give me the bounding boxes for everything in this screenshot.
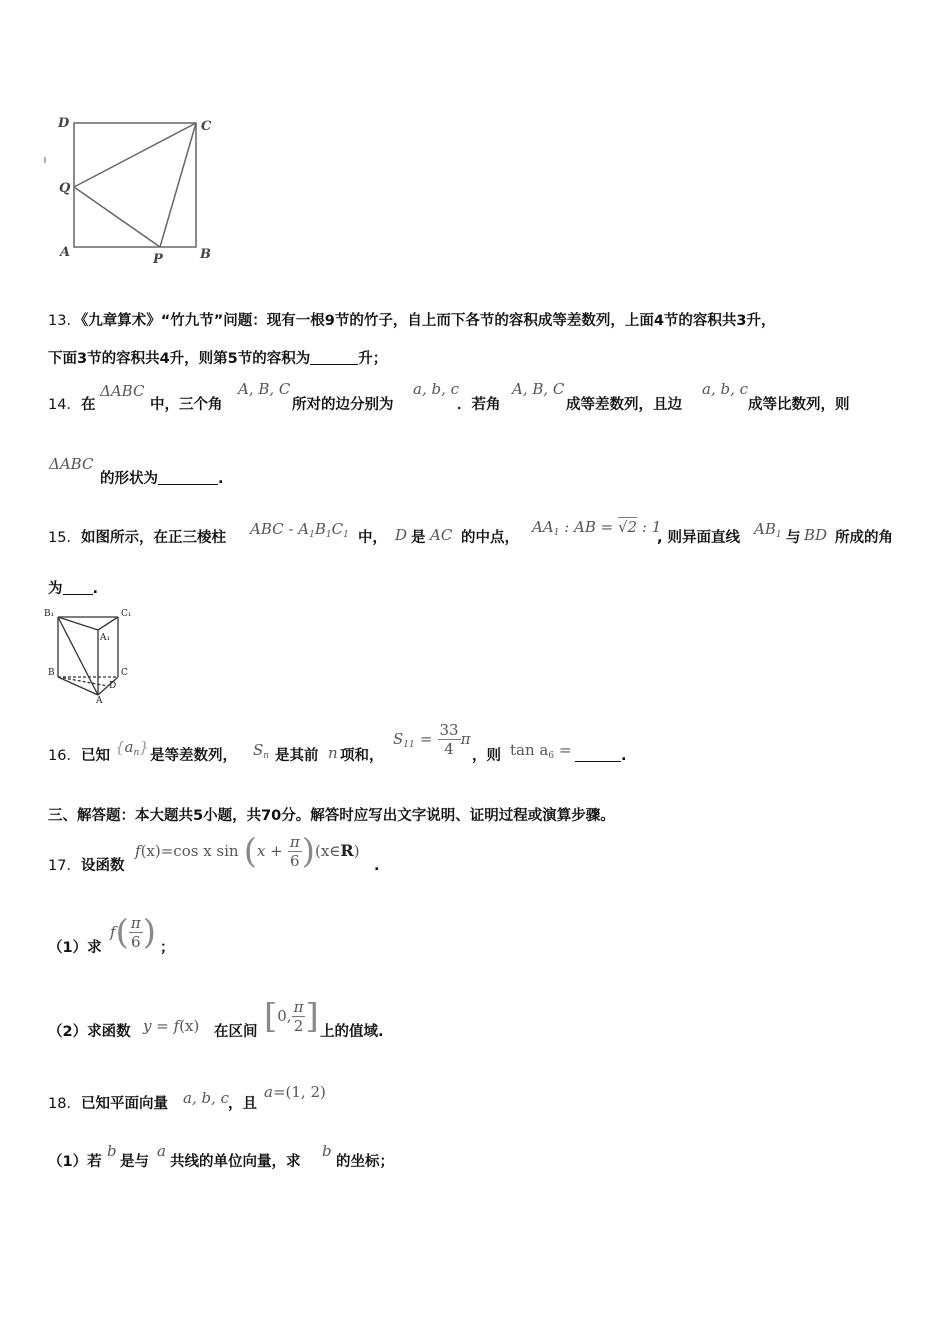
- q15-t3: 是: [411, 530, 426, 546]
- q15-answer-blank: [63, 580, 93, 595]
- q14-answer-blank: [158, 470, 218, 485]
- q14-t1: 在: [80, 397, 96, 413]
- q17-t2: .: [374, 858, 380, 874]
- label-C: C: [121, 668, 128, 678]
- q16-pi: π: [460, 730, 471, 748]
- q13-answer-blank: [310, 350, 358, 365]
- q14-line1: [48, 395, 95, 415]
- q17-number: 17．: [48, 858, 81, 874]
- prism-figure: [40, 604, 140, 704]
- q17-part1-label: （1）求: [48, 940, 102, 956]
- segment-QP: [74, 187, 160, 247]
- q15-sub-a: 1: [309, 530, 315, 540]
- q15-t2: 中，: [358, 530, 387, 546]
- q14-t5: 成等差数列，且边: [566, 397, 682, 413]
- q16-tan-sub: 6: [548, 751, 555, 761]
- q17-fraction: [288, 833, 302, 870]
- q14-t4: ．若角: [457, 397, 501, 413]
- q15-prism-c: C: [331, 520, 344, 538]
- section-3-heading: 三、解答题：本大题共5小题，共70分。解答时应写出文字说明、证明过程或演算步骤。: [48, 808, 615, 824]
- q15-line2: [48, 579, 98, 599]
- q15-prism-b: B: [314, 520, 326, 538]
- q13-text3: 升；: [358, 351, 388, 367]
- label-C1: C₁: [121, 609, 132, 619]
- q16-math-seq: [115, 738, 149, 758]
- q17-part2-interval: [264, 998, 319, 1035]
- label-A1: A₁: [100, 633, 111, 643]
- q15-sqrt-val: 2: [627, 518, 638, 536]
- q14-math-sides2: a, b, c: [702, 380, 749, 398]
- q15-t1: 如图所示，在正三棱柱: [80, 530, 226, 546]
- q13-text: 《九章算术》“竹九节”问题：现有一根9节的竹子，自上而下各节的容积成等差数列，上面4节的容积共3升，: [80, 313, 776, 329]
- label-D: D: [58, 116, 70, 131]
- q15-t9: .: [92, 581, 99, 597]
- q18-p1-a: a: [157, 1142, 166, 1160]
- q17-p1-paren-r: ): [142, 912, 156, 953]
- q15-math-D: D: [395, 526, 408, 544]
- square-figure: [40, 108, 230, 268]
- q17-p2-bracket-l: [: [264, 996, 278, 1037]
- q16-math-Sn: [253, 741, 269, 761]
- q15-math-ratio: [532, 518, 661, 538]
- q17-p1-f: f: [110, 923, 116, 941]
- q17-p1-den: 6: [130, 933, 141, 951]
- q17-part2-text: 在区间: [214, 1024, 258, 1040]
- q15-ratio-aa: AA: [532, 518, 554, 536]
- q13-number: 13．: [48, 313, 81, 329]
- q14-math-sides: a, b, c: [413, 380, 460, 398]
- q16-answer-blank: [575, 747, 621, 762]
- q16-number: 16．: [48, 748, 81, 764]
- q15-line1a: [48, 528, 226, 548]
- q17-part1-end: ；: [160, 940, 175, 956]
- q14-t7: 的形状为: [100, 471, 158, 487]
- q16-t1: 已知: [80, 748, 110, 764]
- q17-frac-den: 6: [290, 852, 300, 870]
- label-B: B: [48, 668, 55, 678]
- q17-line: [48, 856, 124, 876]
- q18-line: [48, 1094, 168, 1114]
- q15-t5: , 则异面直线: [657, 530, 741, 546]
- q17-p1-paren-l: (: [115, 912, 129, 953]
- q16-S: S: [253, 741, 264, 759]
- q13-line2: [48, 349, 387, 369]
- label-P: P: [153, 252, 163, 267]
- q18-a: a: [264, 1083, 273, 1101]
- q14-t3: 所对的边分别为: [292, 397, 394, 413]
- q17-p2-den: 2: [293, 1017, 304, 1035]
- q17-p1-fraction: [129, 914, 143, 951]
- q14-line2: [100, 469, 224, 489]
- q16-a-sub: n: [133, 748, 140, 758]
- q16-math-n: n: [328, 744, 338, 762]
- q15-math-AC: AC: [430, 526, 453, 544]
- segment-QC: [74, 123, 196, 187]
- q15-t4: 的中点，: [461, 530, 519, 546]
- q16-eq: =: [419, 730, 433, 748]
- q17-part2-label: （2）求函数: [48, 1024, 131, 1040]
- q17-part2-func: [143, 1016, 199, 1035]
- label-A: A: [96, 696, 103, 704]
- q18-part1-label: （1）若: [48, 1154, 102, 1170]
- label-B1: B₁: [44, 609, 55, 619]
- q15-ratio-ab: : AB =: [564, 518, 614, 536]
- q17-part2-end: 上的值域.: [320, 1024, 384, 1040]
- q18-t1: 已知平面向量: [80, 1096, 168, 1112]
- segment-BD-hidden: [58, 677, 108, 686]
- q14-math-triangle: ΔABC: [100, 382, 145, 400]
- q15-prism-abc: ABC -: [250, 520, 294, 538]
- q16-frac-den: 4: [444, 740, 454, 758]
- q13-text2: 下面3节的容积共4升，则第5节的容积为: [48, 351, 311, 367]
- q16-t6: .: [621, 748, 627, 764]
- q16-frac-num: 33: [439, 721, 459, 739]
- q15-prism-a: A: [298, 520, 310, 538]
- q16-S-sub: n: [263, 751, 270, 761]
- label-A: A: [60, 245, 71, 260]
- q15-ratio-1: : 1: [641, 518, 662, 536]
- q17-dom: (x∈: [314, 842, 341, 860]
- q15-t6: 与: [786, 530, 801, 546]
- q14-t6: 成等比数列，则: [748, 397, 850, 413]
- label-Q: Q: [59, 181, 71, 196]
- segment-PC: [160, 123, 196, 247]
- q17-frac-num: π: [289, 833, 300, 851]
- q17-paren-l: (: [243, 831, 257, 872]
- q17-xp: x +: [256, 842, 283, 860]
- q17-p2-bracket-r: ]: [305, 996, 319, 1037]
- q14-number: 14．: [48, 397, 81, 413]
- q16-math-tan: [510, 741, 571, 761]
- label-D: D: [109, 681, 117, 691]
- q15-ab1-text: AB: [754, 520, 776, 538]
- q15-number: 15．: [48, 530, 81, 546]
- q17-math-function: [135, 833, 360, 870]
- diag-top: [98, 617, 118, 630]
- q18-math-a: [264, 1082, 326, 1101]
- q15-sub-b: 1: [325, 530, 332, 540]
- q18-p1-b2: b: [322, 1142, 332, 1160]
- q18-math-abc: a, b, c: [183, 1089, 230, 1107]
- q14-math-angles: A, B, C: [238, 380, 291, 398]
- q17-p1-num: π: [130, 914, 141, 932]
- q15-t8: 为: [48, 581, 63, 597]
- q17-p2-zero: 0,: [277, 1007, 292, 1025]
- q15-t7: 所成的角: [835, 530, 893, 546]
- q17-part1-math: [110, 914, 156, 951]
- q17-p2-x: (x): [179, 1017, 200, 1035]
- q18-p1-b: b: [107, 1142, 117, 1160]
- q15-sub-c: 1: [343, 530, 349, 540]
- q18-number: 18．: [48, 1096, 81, 1112]
- label-C: C: [201, 119, 212, 134]
- q16-line: [48, 746, 110, 766]
- edge-BA: [58, 677, 98, 695]
- q17-p2-fraction: [292, 998, 306, 1035]
- q18-p1-t3: 的坐标；: [336, 1154, 394, 1170]
- q15-math-prism: [250, 520, 349, 540]
- q16-eq2: =: [558, 741, 572, 759]
- q17-t1: 设函数: [80, 858, 125, 874]
- q17-x: (x): [140, 842, 161, 860]
- q16-t2: 是等差数列，: [150, 748, 237, 764]
- q16-fraction: [438, 721, 461, 758]
- q17-p2-num: π: [293, 998, 304, 1016]
- q16-blank-line: [575, 746, 627, 766]
- q16-t4: 项和，: [340, 748, 384, 764]
- q17-f: f: [135, 842, 141, 860]
- q16-t3: 是其前: [275, 748, 319, 764]
- q18-t2: ，且: [228, 1096, 257, 1112]
- q16-brace-l: {: [115, 738, 125, 756]
- q16-a: a: [124, 738, 134, 756]
- q14-math-triangle2: ΔABC: [49, 455, 94, 473]
- q16-tan: tan a: [510, 741, 549, 759]
- q18-p1-t1: 是与: [120, 1154, 149, 1170]
- q15-math-BD: BD: [804, 526, 828, 544]
- q15-ab1-sub: 1: [775, 530, 782, 540]
- label-B: B: [200, 247, 211, 262]
- q16-math-S11: [393, 721, 470, 758]
- q17-paren-r: ): [301, 831, 315, 872]
- q16-S11-sub: 11: [403, 740, 415, 750]
- q13-line1: [48, 311, 776, 331]
- q18-p1-t2: 共线的单位向量，求: [170, 1154, 301, 1170]
- q18-eq: =(1, 2): [272, 1083, 326, 1101]
- q14-t8: .: [218, 471, 224, 487]
- q14-math-angles2: A, B, C: [512, 380, 565, 398]
- q16-brace-r: }: [139, 738, 149, 756]
- q17-R: R: [340, 841, 354, 860]
- q15-sqrt: √2: [617, 518, 638, 536]
- q15-ratio-sub: 1: [553, 528, 560, 538]
- q15-math-AB1: [754, 520, 782, 540]
- q14-t2: 中，三个角: [150, 397, 223, 413]
- q17-eq: =cos x sin: [160, 842, 239, 860]
- q16-S11: S: [393, 730, 404, 748]
- q17-close: ): [353, 842, 360, 860]
- q16-t5: ，则: [472, 748, 501, 764]
- q17-p2-y: y = f: [143, 1017, 180, 1035]
